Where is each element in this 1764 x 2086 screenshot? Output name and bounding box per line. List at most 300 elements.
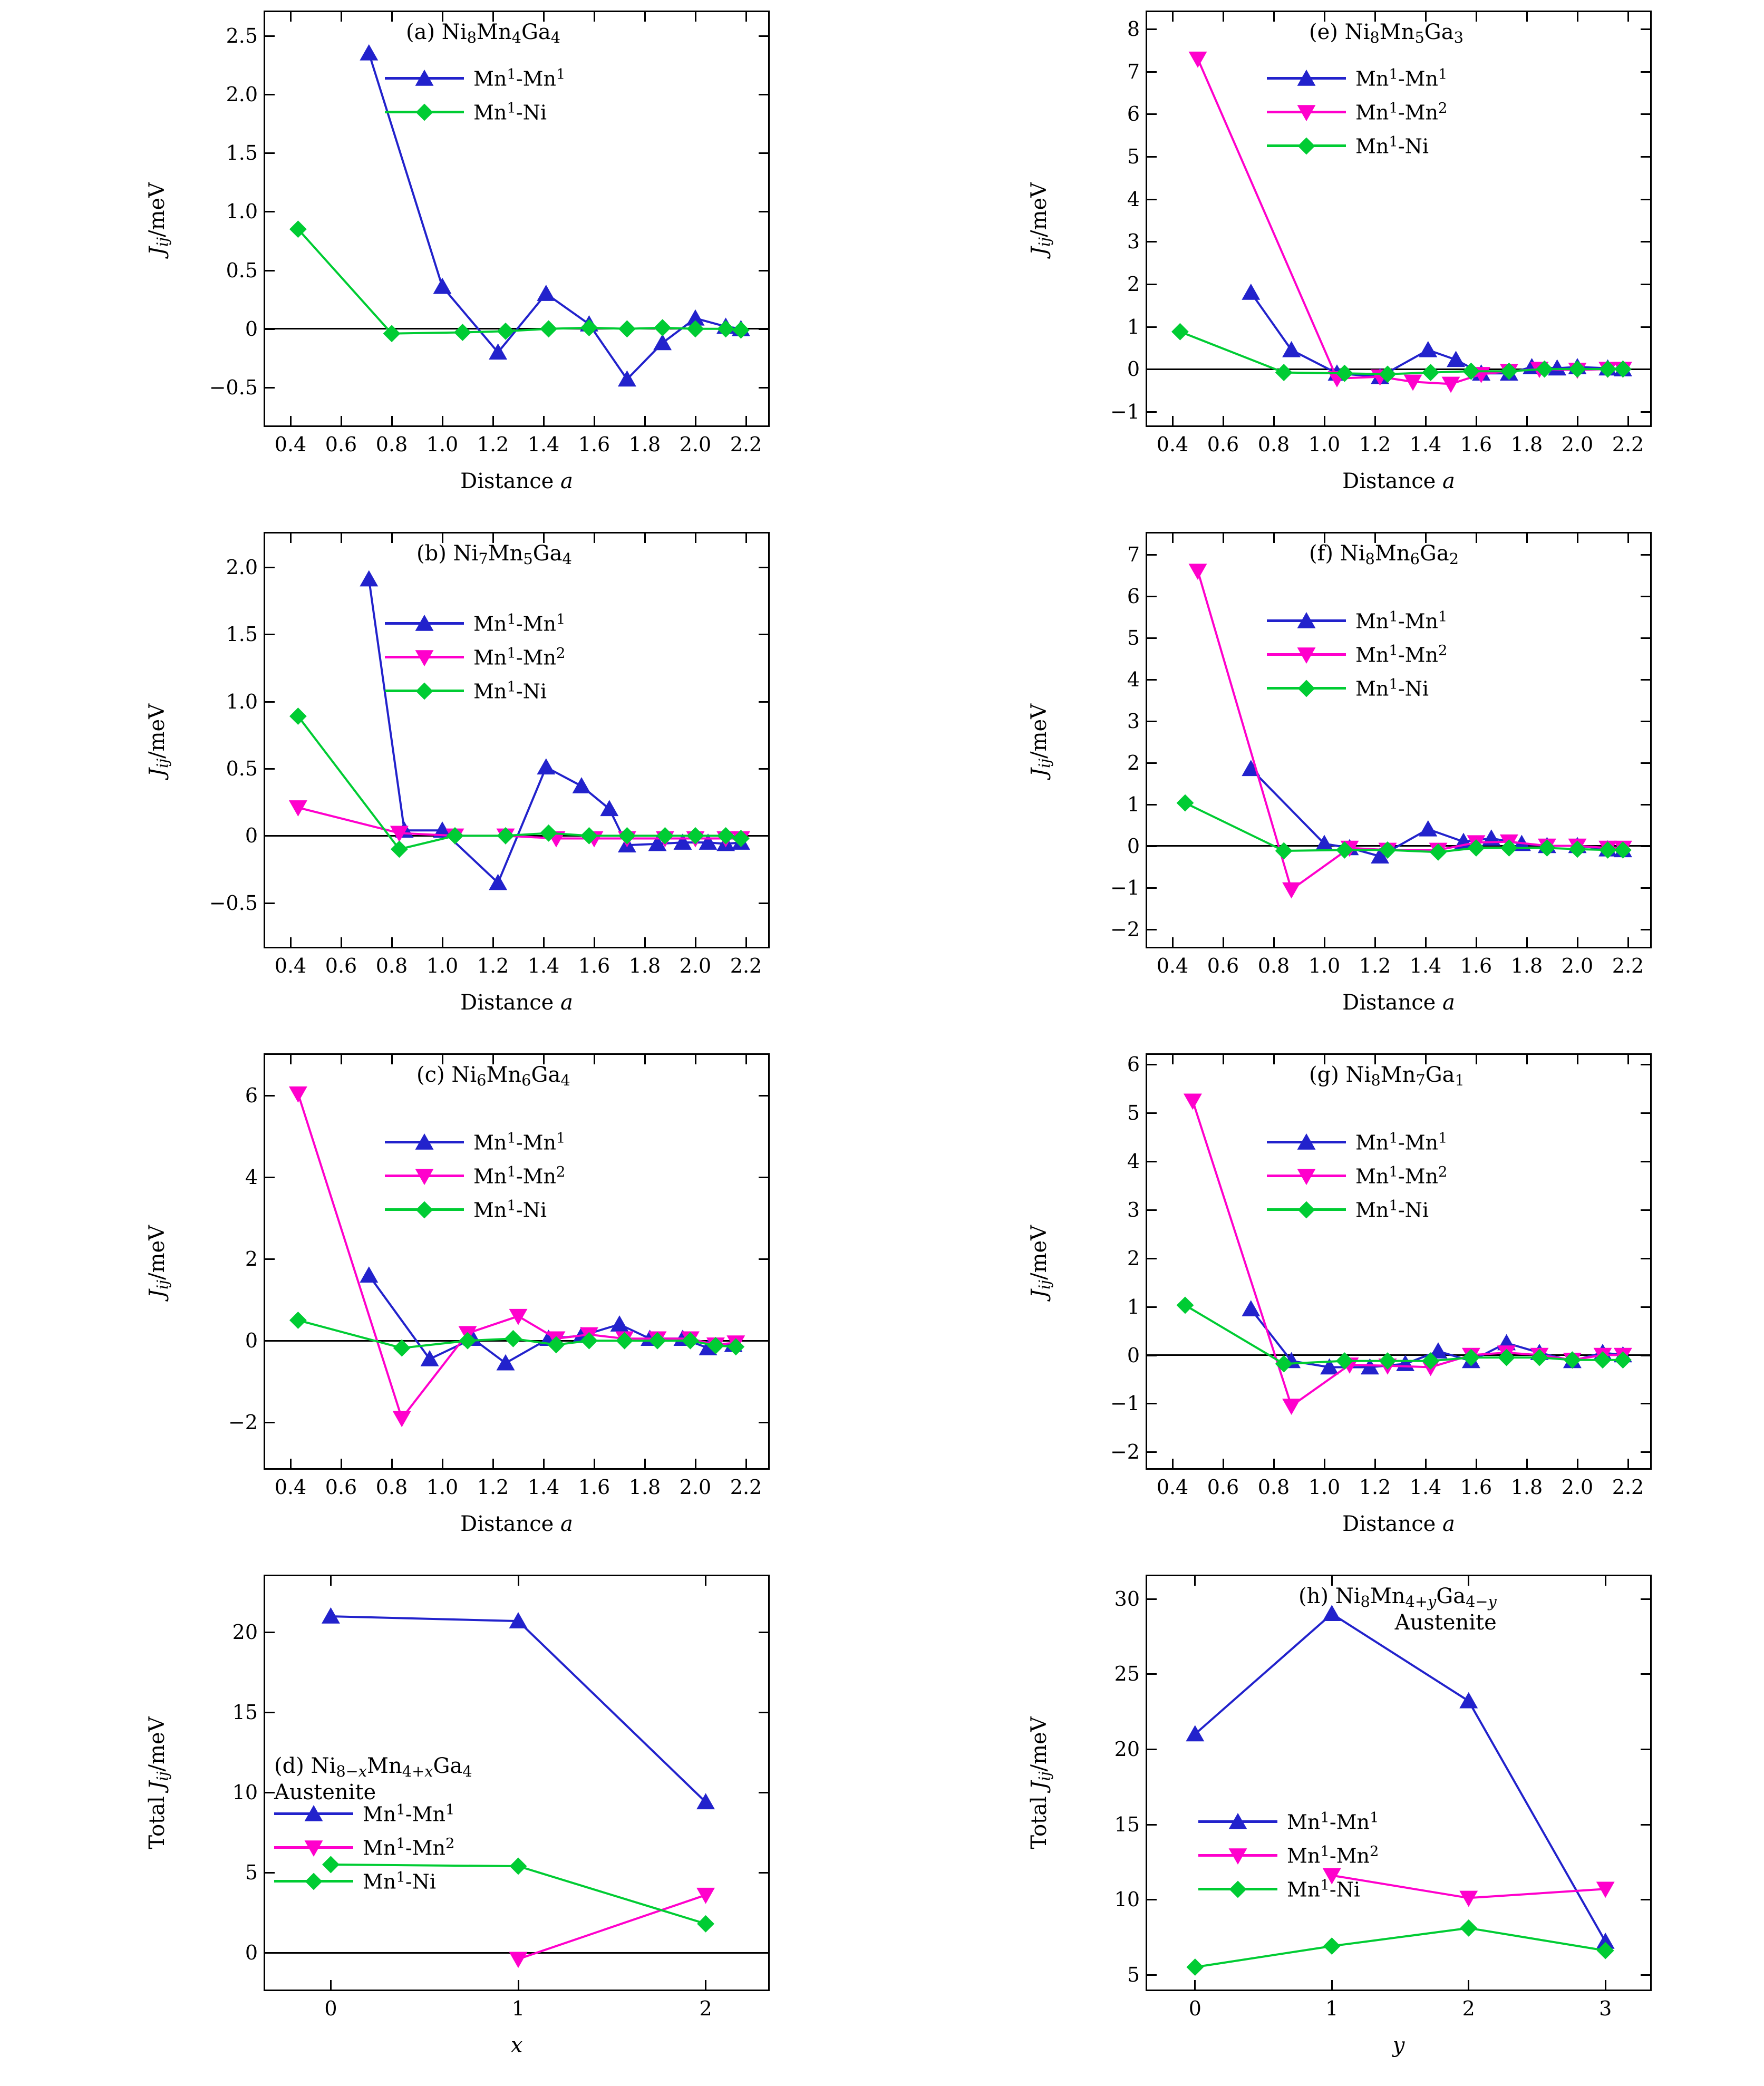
x-tick-label: 2.0 [1561, 433, 1594, 456]
x-axis-label: Distance a [460, 1512, 573, 1536]
legend-marker [303, 1871, 324, 1892]
data-point [394, 1340, 410, 1356]
legend-label: Mn$^1$-Ni [363, 1869, 437, 1894]
data-point [1172, 324, 1188, 339]
x-tick-label: 1.0 [1308, 1476, 1341, 1499]
x-tick-label: 2.2 [730, 1476, 762, 1499]
legend-swatch [1267, 619, 1346, 623]
x-tick-label: 0.4 [1156, 954, 1189, 977]
y-tick-label: 0 [245, 1941, 258, 1965]
y-tick-label: 2 [1127, 751, 1140, 774]
x-tick-label: 2.2 [730, 954, 762, 977]
y-tick-label: 20 [1114, 1737, 1140, 1761]
legend-label: Mn$^1$-Mn$^1$ [473, 1130, 566, 1154]
data-point [655, 320, 671, 336]
x-tick-label: 1.2 [477, 954, 509, 977]
chart-panel-b [0, 521, 882, 1043]
panel-title: (h) $Ni_8Mn_{4+y}Ga_{4-y}$ Austenite [1298, 1584, 1497, 1635]
y-tick-label: 2 [1127, 272, 1140, 296]
data-point [393, 1412, 410, 1427]
chart-panel-d [0, 1564, 882, 2085]
y-tick-label: 5 [245, 1861, 258, 1885]
y-tick-label: 0 [1127, 357, 1140, 381]
legend-swatch [1198, 1854, 1277, 1857]
x-tick-label: 1.8 [628, 1476, 661, 1499]
x-tick-label: 1.4 [527, 433, 560, 456]
legend-item [1267, 100, 1447, 125]
legend-marker [1296, 1132, 1317, 1153]
x-tick-label: 2.0 [1561, 954, 1594, 977]
x-tick-label: 0.4 [1156, 433, 1189, 456]
legend-item [385, 1197, 565, 1223]
panel-title: (d) $Ni_{8-x}Mn_{4+x}Ga_4$ Austenite [274, 1754, 472, 1805]
x-tick-label: 2.0 [679, 954, 712, 977]
legend-marker [414, 68, 435, 89]
legend-marker [414, 681, 435, 702]
data-point [1185, 1094, 1201, 1109]
x-tick-label: 2.2 [1612, 1476, 1644, 1499]
legend-label: Mn$^1$-Mn$^1$ [1355, 1130, 1448, 1154]
y-tick-label: 0.5 [226, 258, 258, 282]
y-axis-label: $J_{ij}$/meV [144, 703, 172, 777]
legend-label: Mn$^1$-Ni [473, 1198, 547, 1222]
data-point [538, 286, 555, 300]
x-axis-label: y [1392, 2033, 1405, 2058]
x-tick-label: 0.6 [325, 1476, 357, 1499]
plot-area-c [228, 1053, 770, 1499]
y-tick-label: 1.5 [226, 623, 258, 646]
y-axis-label: $J_{ij}$/meV [1026, 1225, 1054, 1298]
x-tick-label: 2 [699, 1997, 712, 2020]
y-tick-label: −1 [1110, 876, 1140, 899]
y-tick-label: 1 [1127, 792, 1140, 816]
chart-panel-c [0, 1043, 882, 1564]
chart-panel-e [882, 0, 1764, 521]
x-tick-label: 1.8 [1510, 433, 1543, 456]
x-axis-label: Distance a [1342, 469, 1455, 493]
data-point [361, 45, 377, 60]
y-tick-label: 0.5 [226, 756, 258, 780]
data-point [697, 1888, 714, 1903]
panel-title: (c) $Ni_6Mn_6Ga_4$ [416, 1063, 570, 1090]
x-tick-label: 0.8 [1257, 433, 1290, 456]
legend-swatch [1267, 1141, 1346, 1144]
x-tick-label: 1.4 [1409, 433, 1442, 456]
plot-area-f [1110, 532, 1652, 977]
x-tick-label: 1.2 [477, 433, 509, 456]
y-tick-label: 6 [1127, 584, 1140, 608]
legend-label: Mn$^1$-Mn$^2$ [1287, 1844, 1379, 1868]
legend-marker [1227, 1879, 1248, 1900]
data-point [1177, 1297, 1193, 1313]
legend-swatch [1198, 1888, 1277, 1891]
x-tick-label: 1.2 [1359, 1476, 1391, 1499]
legend-label: Mn$^1$-Ni [473, 100, 547, 124]
y-tick-label: 3 [1127, 709, 1140, 733]
x-tick-label: 2.0 [679, 433, 712, 456]
y-tick-label: 10 [232, 1781, 258, 1804]
legend-marker [414, 613, 435, 634]
panel-title: (e) $Ni_8Mn_5Ga_3$ [1309, 20, 1463, 47]
x-tick-label: 0.4 [274, 433, 307, 456]
data-point [510, 1309, 527, 1324]
legend-swatch [385, 1175, 464, 1178]
x-tick-label: 0.4 [274, 1476, 307, 1499]
series-line [369, 1275, 733, 1363]
legend-swatch [385, 1141, 464, 1144]
y-tick-label: −0.5 [209, 891, 258, 915]
legend-item [385, 1163, 565, 1189]
chart-panel-f [882, 521, 1764, 1043]
y-tick-label: 4 [1127, 667, 1140, 691]
x-tick-label: 1.0 [1308, 954, 1341, 977]
x-tick-label: 0.6 [1207, 1476, 1239, 1499]
legend-marker [414, 1132, 435, 1153]
legend-item [1267, 642, 1447, 667]
legend-label: Mn$^1$-Ni [1355, 134, 1429, 158]
x-tick-label: 2 [1462, 1997, 1475, 2020]
legend-item [1267, 1163, 1447, 1189]
legend-swatch [1267, 1208, 1346, 1211]
x-tick-label: 0 [324, 1997, 337, 2020]
data-point [1177, 795, 1193, 811]
y-tick-label: 6 [1127, 1053, 1140, 1076]
y-tick-label: 7 [1127, 542, 1140, 566]
y-tick-label: 15 [1114, 1812, 1140, 1836]
legend [385, 1130, 565, 1231]
legend-swatch [385, 111, 464, 114]
x-tick-label: 2.2 [1612, 433, 1644, 456]
y-tick-label: 1.5 [226, 141, 258, 165]
legend-swatch [385, 656, 464, 659]
legend [385, 611, 565, 712]
legend-item [1267, 1130, 1447, 1155]
legend [1267, 1130, 1447, 1231]
plot-area-g [1110, 1053, 1652, 1499]
legend-marker [1296, 610, 1317, 632]
legend-item [385, 678, 565, 704]
legend-swatch [274, 1880, 353, 1883]
data-point [290, 1087, 307, 1102]
legend [274, 1801, 454, 1903]
x-tick-label: 0.4 [1156, 1476, 1189, 1499]
legend-marker [414, 1166, 435, 1187]
legend [1198, 1809, 1379, 1910]
data-point [1243, 285, 1259, 299]
legend-item [385, 66, 565, 91]
legend-label: Mn$^1$-Ni [1287, 1877, 1361, 1901]
legend-swatch [385, 1208, 464, 1211]
x-tick-label: 0.8 [375, 1476, 408, 1499]
legend-label: Mn$^1$-Mn$^2$ [1355, 1164, 1448, 1188]
y-tick-label: 5 [1127, 1963, 1140, 1986]
data-point [361, 1267, 377, 1282]
legend-item [1198, 1809, 1379, 1835]
x-axis-label: Distance a [1342, 991, 1455, 1015]
legend-label: Mn$^1$-Mn$^1$ [473, 612, 566, 636]
x-tick-label: 3 [1599, 1997, 1612, 2020]
y-tick-label: −1 [1110, 400, 1140, 423]
series-layer [1147, 533, 1653, 950]
y-tick-label: 8 [1127, 17, 1140, 41]
y-tick-label: 15 [232, 1701, 258, 1724]
y-axis-label: $J_{ij}$/meV [144, 1225, 172, 1298]
y-tick-label: 2 [245, 1247, 258, 1271]
chart-panel-g [882, 1043, 1764, 1564]
y-tick-label: 0 [245, 317, 258, 341]
legend-swatch [274, 1846, 353, 1849]
legend-label: Mn$^1$-Ni [1355, 1198, 1429, 1222]
legend-item [1198, 1843, 1379, 1868]
x-tick-label: 1.4 [527, 954, 560, 977]
x-tick-label: 1.0 [1308, 433, 1341, 456]
legend-swatch [385, 690, 464, 693]
y-axis-label: $J_{ij}$/meV [1026, 182, 1054, 256]
legend-swatch [1267, 687, 1346, 690]
legend-marker [414, 1199, 435, 1220]
y-tick-label: −1 [1110, 1392, 1140, 1415]
legend-marker [1227, 1811, 1248, 1832]
series-layer [1147, 1055, 1653, 1471]
x-tick-label: 1.8 [1510, 1476, 1543, 1499]
y-axis-label: Total $J_{ij}$/meV [144, 1716, 172, 1849]
data-point [718, 321, 734, 337]
panel-title: (b) $Ni_7Mn_5Ga_4$ [416, 541, 572, 568]
x-tick-label: 0.8 [1257, 954, 1290, 977]
legend-marker [303, 1803, 324, 1825]
y-tick-label: 1.0 [226, 690, 258, 713]
x-tick-label: 1.0 [426, 1476, 459, 1499]
legend-item [385, 100, 565, 125]
legend-marker [1296, 644, 1317, 665]
data-point [541, 321, 557, 337]
x-tick-label: 1.0 [426, 954, 459, 977]
x-tick-label: 1.8 [628, 954, 661, 977]
series-line [518, 1895, 706, 1959]
y-tick-label: 0 [1127, 834, 1140, 858]
legend-marker [1296, 1199, 1317, 1220]
data-point [687, 828, 703, 843]
y-tick-label: −2 [228, 1411, 258, 1434]
y-tick-label: 7 [1127, 60, 1140, 83]
y-tick-label: 2 [1127, 1246, 1140, 1270]
y-tick-label: 1.0 [226, 200, 258, 224]
data-point [1420, 821, 1437, 836]
legend-item [385, 611, 565, 636]
legend-item [1267, 676, 1447, 701]
x-tick-label: 0.8 [375, 954, 408, 977]
chart-panel-h [882, 1564, 1764, 2085]
x-tick-label: 0 [1188, 1997, 1201, 2020]
legend-label: Mn$^1$-Ni [473, 679, 547, 703]
y-tick-label: 5 [1127, 145, 1140, 169]
x-tick-label: 0.6 [325, 433, 357, 456]
x-axis-label: Distance a [1342, 1512, 1455, 1536]
data-point [1460, 1693, 1477, 1708]
x-tick-label: 1.6 [1460, 1476, 1492, 1499]
data-point [434, 279, 451, 294]
x-tick-label: 0.8 [1257, 1476, 1290, 1499]
y-tick-label: −2 [1110, 1440, 1140, 1464]
x-tick-label: 1.6 [1460, 433, 1492, 456]
y-tick-label: 2.5 [226, 24, 258, 47]
legend-marker [1296, 678, 1317, 699]
data-point [1276, 365, 1292, 381]
data-point [1283, 883, 1300, 898]
x-tick-label: 1.2 [1359, 433, 1391, 456]
plot-area-h [1114, 1575, 1652, 2020]
x-axis-label: x [510, 2033, 523, 2058]
legend-marker [1296, 135, 1317, 157]
legend-item [274, 1835, 454, 1860]
x-tick-label: 1.8 [628, 433, 661, 456]
data-point [510, 1952, 527, 1967]
legend-swatch [1198, 1820, 1277, 1823]
x-tick-label: 1.4 [1409, 1476, 1442, 1499]
data-point [361, 571, 377, 586]
y-tick-label: 20 [232, 1621, 258, 1644]
y-tick-label: 2.0 [226, 82, 258, 106]
y-tick-label: −2 [1110, 917, 1140, 941]
data-point [290, 1312, 306, 1328]
data-point [1420, 342, 1437, 357]
data-point [718, 828, 734, 843]
data-point [573, 778, 590, 793]
series-layer [265, 1055, 771, 1471]
data-point [421, 1351, 438, 1366]
series-layer [1147, 1576, 1653, 1993]
y-tick-label: 0 [245, 1329, 258, 1353]
y-tick-label: 2.0 [226, 555, 258, 579]
y-axis-label: Total $J_{ij}$/meV [1026, 1716, 1054, 1849]
x-tick-label: 1.4 [1409, 954, 1442, 977]
legend-item [274, 1869, 454, 1894]
legend-marker [303, 1837, 324, 1858]
y-tick-label: 1 [1127, 1295, 1140, 1318]
y-tick-label: 0 [245, 824, 258, 848]
x-tick-label: 1.6 [1460, 954, 1492, 977]
legend-item [385, 1130, 565, 1155]
legend-label: Mn$^1$-Mn$^1$ [1287, 1810, 1379, 1834]
legend-marker [1296, 1166, 1317, 1187]
y-tick-label: 3 [1127, 230, 1140, 254]
x-tick-label: 0.6 [1207, 433, 1239, 456]
legend [385, 66, 565, 133]
legend-item [1267, 608, 1447, 634]
data-point [1461, 1920, 1477, 1936]
data-point [1189, 564, 1206, 579]
legend-item [1267, 133, 1447, 159]
legend-label: Mn$^1$-Mn$^2$ [363, 1836, 455, 1860]
x-tick-label: 1.0 [426, 433, 459, 456]
x-tick-label: 1 [511, 1997, 525, 2020]
data-point [1324, 1938, 1340, 1954]
data-point [538, 759, 555, 774]
legend-label: Mn$^1$-Mn$^2$ [1355, 100, 1448, 124]
y-tick-label: 4 [1127, 1150, 1140, 1173]
data-point [1283, 1399, 1300, 1414]
data-point [1423, 365, 1439, 381]
x-tick-label: 2.2 [730, 433, 762, 456]
x-tick-label: 1.6 [578, 954, 610, 977]
data-point [497, 1355, 514, 1370]
legend-swatch [1267, 77, 1346, 80]
y-tick-label: 25 [1114, 1662, 1140, 1686]
legend-label: Mn$^1$-Mn$^2$ [1355, 643, 1448, 667]
x-tick-label: 0.4 [274, 954, 307, 977]
legend-item [1267, 66, 1447, 91]
x-tick-label: 0.6 [1207, 954, 1239, 977]
legend-label: Mn$^1$-Mn$^1$ [1355, 66, 1448, 91]
panel-title: (a) $Ni_8Mn_4Ga_4$ [406, 20, 561, 47]
x-axis-label: Distance a [460, 469, 573, 493]
y-tick-label: 30 [1114, 1587, 1140, 1610]
legend [1267, 66, 1447, 167]
legend-swatch [274, 1812, 353, 1816]
legend-item [385, 645, 565, 670]
x-tick-label: 2.0 [679, 1476, 712, 1499]
plot-area-b [209, 532, 770, 977]
data-point [1283, 342, 1300, 357]
x-tick-label: 1.2 [477, 1476, 509, 1499]
data-point [1187, 1959, 1203, 1975]
legend-marker [1296, 102, 1317, 123]
series-line [1251, 293, 1623, 377]
y-tick-label: 0 [1127, 1343, 1140, 1367]
legend-label: Mn$^1$-Mn$^1$ [363, 1802, 455, 1826]
y-axis-label: $J_{ij}$/meV [1026, 703, 1054, 777]
legend-item [274, 1801, 454, 1827]
legend-swatch [1267, 1175, 1346, 1178]
legend-label: Mn$^1$-Ni [1355, 676, 1429, 701]
data-point [1189, 52, 1206, 67]
x-tick-label: 2.0 [1561, 1476, 1594, 1499]
x-tick-label: 1.8 [1510, 954, 1543, 977]
legend-label: Mn$^1$-Mn$^2$ [473, 1164, 566, 1188]
y-tick-label: −0.5 [209, 376, 258, 400]
panel-title: (g) $Ni_8Mn_7Ga_1$ [1309, 1063, 1465, 1090]
data-point [454, 325, 470, 341]
x-tick-label: 0.6 [325, 954, 357, 977]
legend-swatch [1267, 111, 1346, 114]
data-point [505, 1331, 521, 1346]
y-tick-label: 6 [245, 1084, 258, 1108]
data-point [619, 828, 635, 843]
y-tick-label: 1 [1127, 315, 1140, 338]
data-point [611, 1316, 628, 1331]
data-point [1243, 1301, 1259, 1316]
legend-swatch [1267, 144, 1346, 148]
legend-marker [414, 647, 435, 668]
legend-item [1267, 1197, 1447, 1223]
y-tick-label: 10 [1114, 1888, 1140, 1912]
y-axis-label: $J_{ij}$/meV [144, 182, 172, 256]
x-tick-label: 1.6 [578, 1476, 610, 1499]
x-tick-label: 1.4 [527, 1476, 560, 1499]
data-point [290, 709, 306, 724]
legend-item [1198, 1877, 1379, 1902]
series-layer [265, 533, 771, 950]
data-point [619, 321, 635, 337]
data-point [510, 1858, 526, 1874]
y-tick-label: 4 [245, 1166, 258, 1189]
legend-swatch [385, 77, 464, 80]
chart-panel-a [0, 0, 882, 521]
x-tick-label: 2.2 [1612, 954, 1644, 977]
legend-label: Mn$^1$-Mn$^2$ [473, 645, 566, 670]
legend-swatch [1267, 653, 1346, 656]
data-point [698, 1916, 714, 1932]
